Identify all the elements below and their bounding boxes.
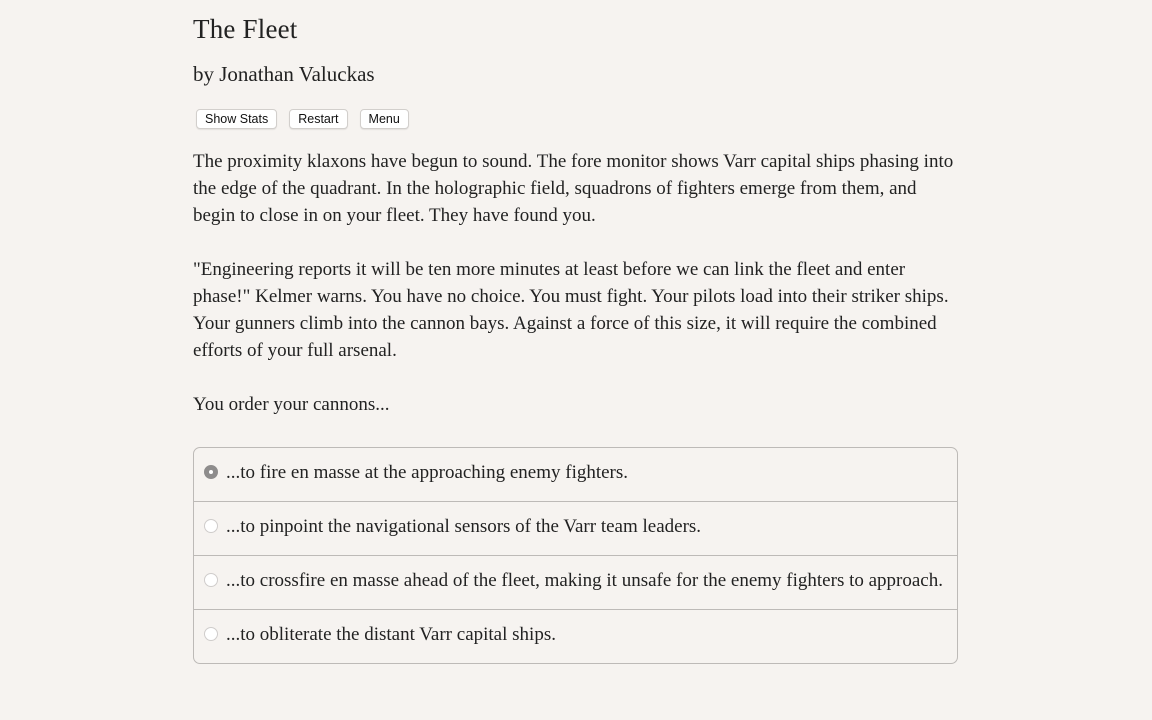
choice-label: ...to crossfire en masse ahead of the fleet, making it unsafe for the enemy fighters to approach. xyxy=(226,570,943,591)
author-byline: by Jonathan Valuckas xyxy=(193,62,375,86)
choice-list xyxy=(193,447,958,664)
restart-button[interactable]: Restart xyxy=(289,109,347,129)
toolbar xyxy=(196,109,409,129)
choice-label: ...to obliterate the distant Varr capital ships. xyxy=(226,624,556,645)
menu-button[interactable]: Menu xyxy=(360,109,409,129)
story-text xyxy=(193,148,958,445)
choice-option-1[interactable] xyxy=(194,448,957,501)
show-stats-button[interactable]: Show Stats xyxy=(196,109,277,129)
radio-unselected-icon[interactable] xyxy=(204,627,218,641)
choice-option-2[interactable] xyxy=(194,501,957,555)
game-title: The Fleet xyxy=(193,14,298,44)
radio-unselected-icon[interactable] xyxy=(204,519,218,533)
choice-option-4[interactable] xyxy=(194,609,957,663)
choice-label: ...to fire en masse at the approaching enemy fighters. xyxy=(226,462,629,483)
choice-option-3[interactable] xyxy=(194,555,957,609)
choice-label: ...to pinpoint the navigational sensors of the Varr team leaders. xyxy=(226,516,702,537)
story-paragraph: The proximity klaxons have begun to sound. The fore monitor shows Varr capital ships phasing into the edge of the quadrant. In the holographic field, squadrons of fighters emerge from them, and begin to close in on your fleet. They have found you. xyxy=(193,151,954,226)
story-prompt: You order your cannons... xyxy=(193,394,390,415)
radio-unselected-icon[interactable] xyxy=(204,573,218,587)
story-paragraph: "Engineering reports it will be ten more minutes at least before we can link the fleet and enter phase!" Kelmer warns. You have no choice. You must fight. Your pilots load into their striker ships. Your gunners climb into the cannon bays. Against a force of this size, it will require the combined efforts of your full arsenal. xyxy=(193,259,949,361)
radio-selected-icon[interactable] xyxy=(204,465,218,479)
